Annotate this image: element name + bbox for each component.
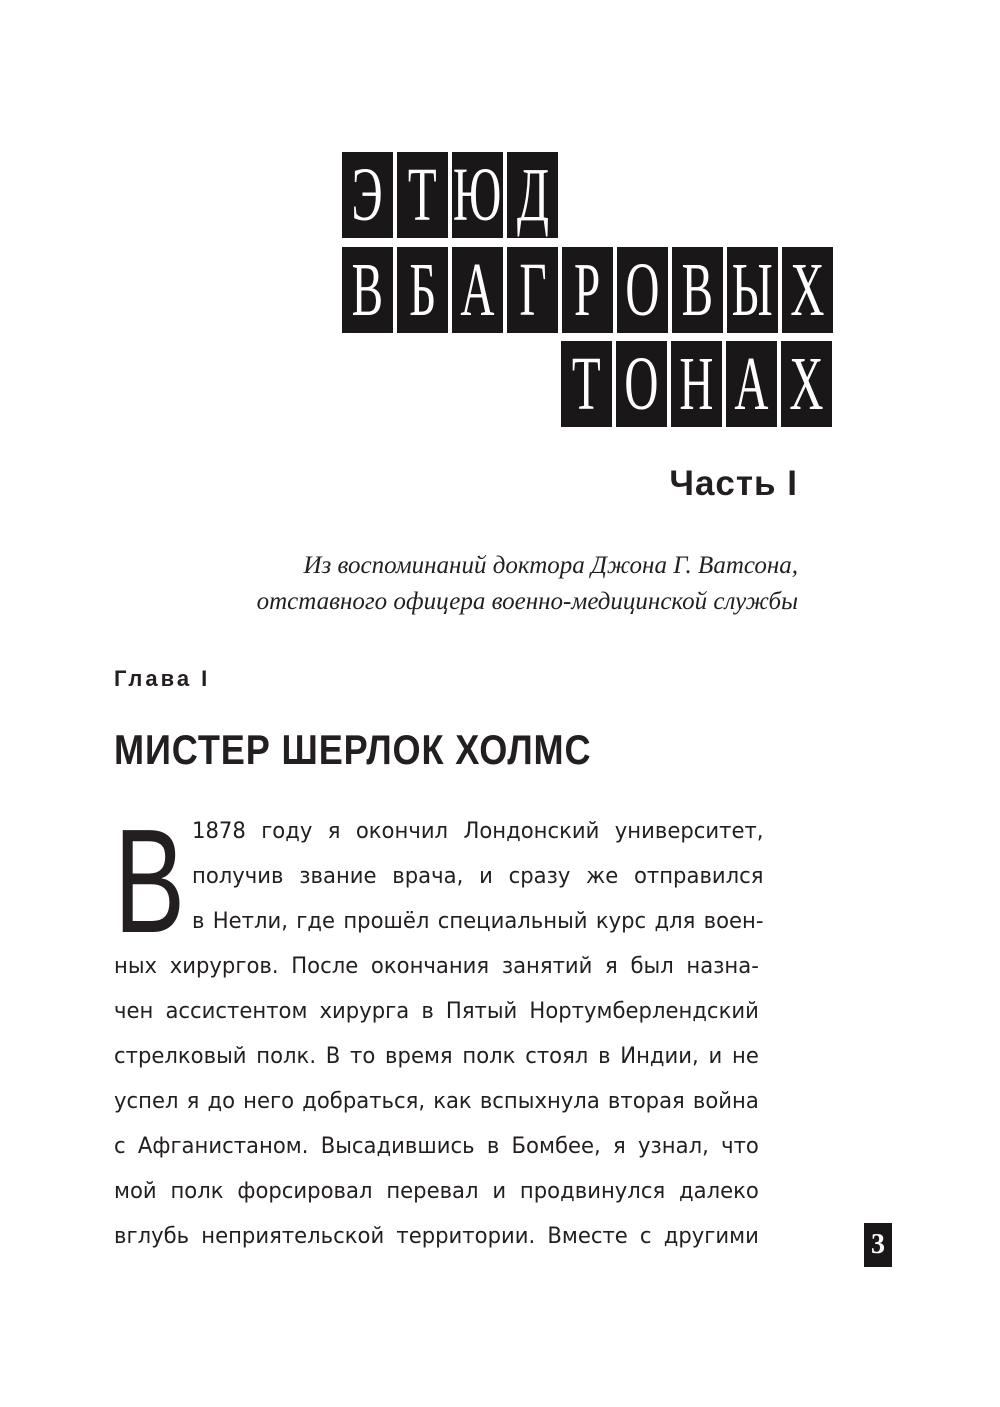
- title-letter-tile: Т: [397, 152, 448, 238]
- title-letter-tile: А: [452, 247, 503, 333]
- title-letter-tile: Э: [342, 152, 393, 238]
- title-letter-tile: Ы: [727, 247, 778, 333]
- text-line: 1878 году я окончил Лондонский университет,: [192, 817, 764, 844]
- title-letter-tile: О: [617, 247, 668, 333]
- title-letter-tile: Г: [507, 247, 558, 333]
- title-letter-tile: Т: [561, 341, 612, 427]
- book-title-line-2: [342, 247, 833, 333]
- chapter-label: Глава I: [114, 666, 211, 691]
- epigraph-line: Из воспоминаний доктора Джона Г. Ватсона,: [303, 552, 798, 579]
- title-letter-tile: Н: [671, 341, 722, 427]
- book-title-line-3: [561, 341, 832, 427]
- title-letter-tile: Х: [781, 341, 832, 427]
- text-line: в Нетли, где прошёл специальный курс для воен-: [192, 907, 764, 934]
- text-line: стрелковый полк. В то время полк стоял в Индии, и не: [114, 1042, 759, 1069]
- title-letter-tile: Р: [562, 247, 613, 333]
- text-line: ных хирургов. После окончания занятий я был назна-: [114, 952, 759, 979]
- title-letter-tile: О: [616, 341, 667, 427]
- epigraph-line: отставного офицера военно-медицинской службы: [256, 588, 798, 615]
- epigraph: [238, 548, 798, 620]
- text-line: получив звание врача, и сразу же отправился: [192, 862, 764, 889]
- part-heading: Часть I: [669, 464, 798, 503]
- title-letter-tile: Б: [397, 247, 448, 333]
- title-letter-tile: А: [726, 341, 777, 427]
- drop-cap: В: [114, 799, 186, 964]
- text-line: мой полк форсировал перевал и продвинулся далеко: [114, 1177, 759, 1204]
- title-letter-tile: Д: [507, 152, 558, 238]
- book-title-line-1: [342, 152, 558, 238]
- title-letter-tile: В: [672, 247, 723, 333]
- title-letter-tile: В: [342, 247, 393, 333]
- text-line: чен ассистентом хирурга в Пятый Нортумберлендский: [114, 997, 759, 1024]
- title-letter-tile: Х: [782, 247, 833, 333]
- text-line: вглубь неприятельской территории. Вместе с другими: [114, 1222, 759, 1249]
- text-line: успел я до него добраться, как вспыхнула вторая война: [114, 1087, 759, 1114]
- chapter-title: МИСТЕР ШЕРЛОК ХОЛМС: [114, 726, 592, 773]
- title-letter-tile: Ю: [453, 153, 502, 237]
- text-line: с Афганистаном. Высадившись в Бомбее, я узнал, что: [114, 1132, 759, 1159]
- body-text: [114, 799, 800, 1258]
- page-number: 3: [864, 1223, 892, 1267]
